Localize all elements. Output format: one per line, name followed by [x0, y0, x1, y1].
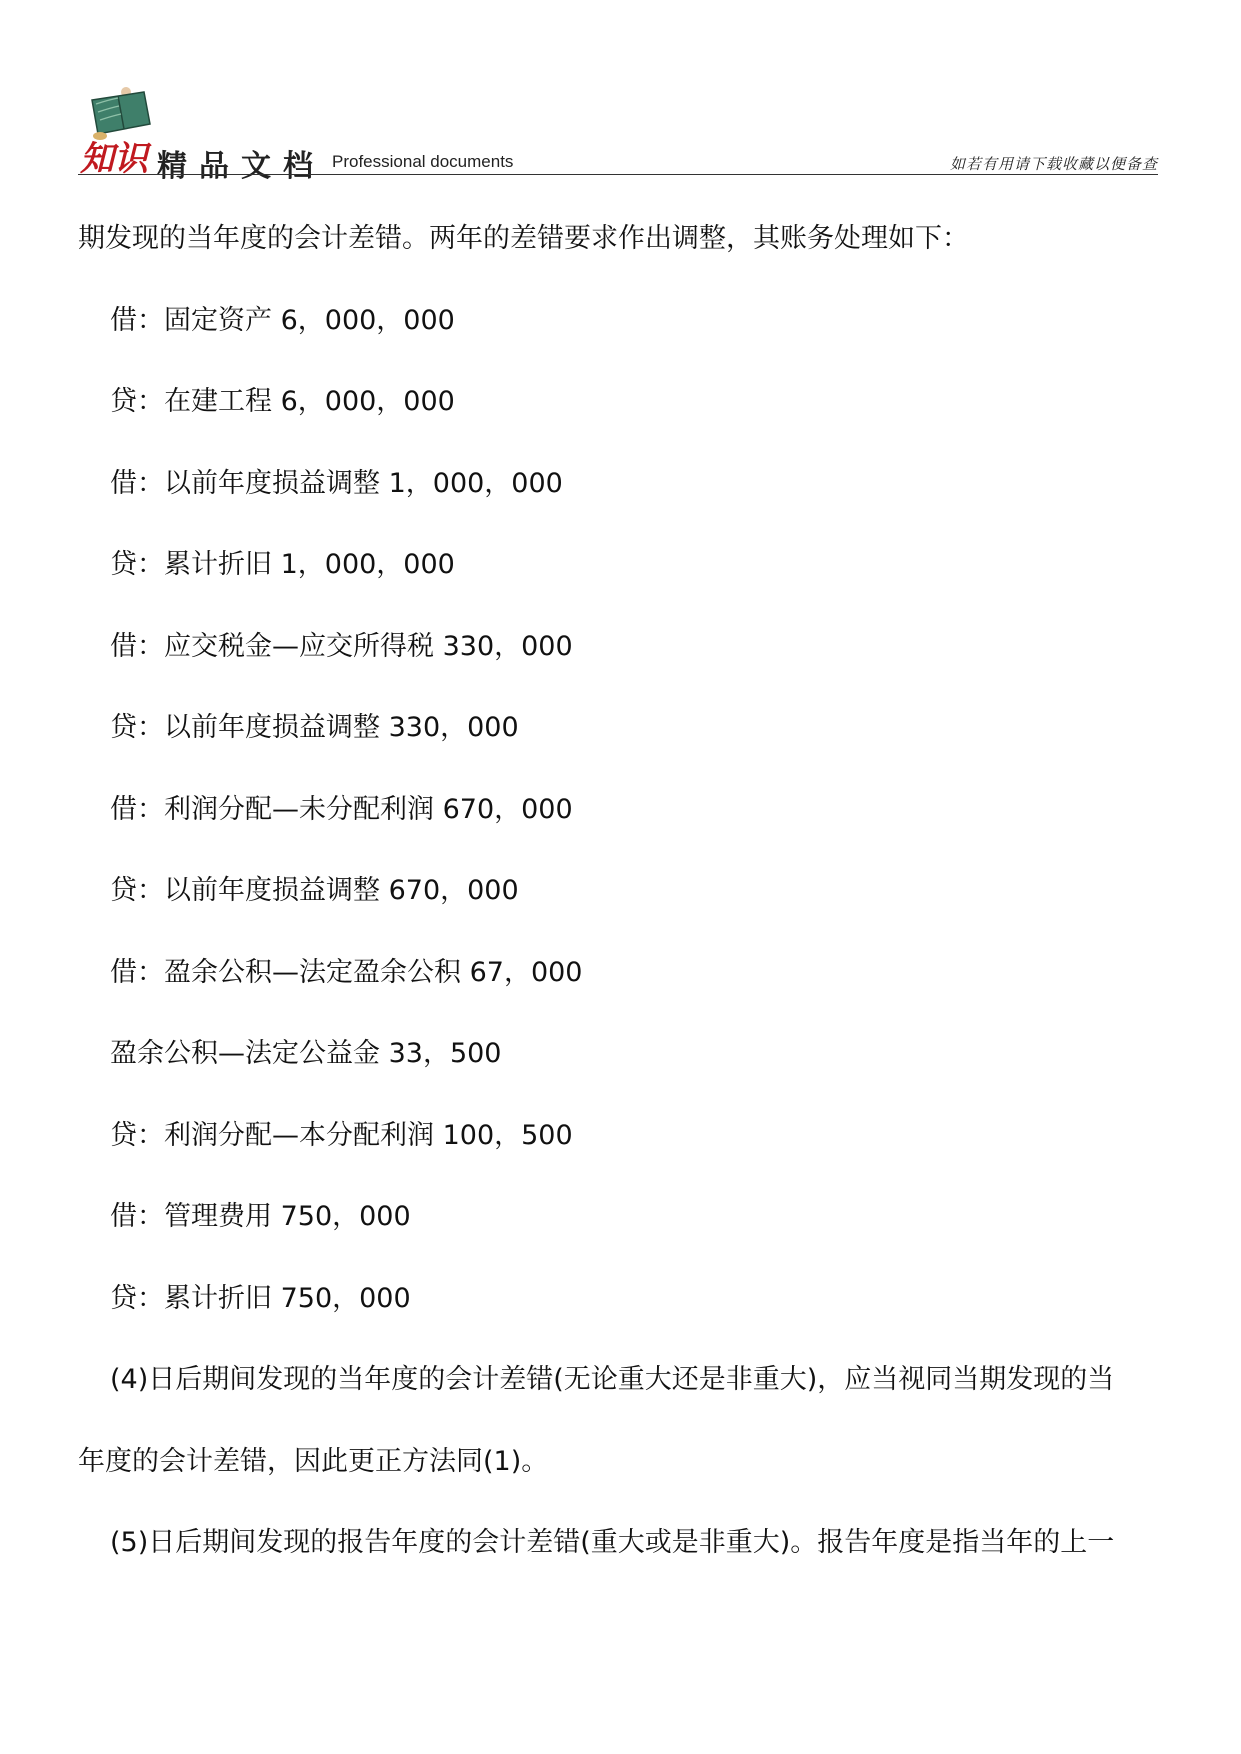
- journal-entry-line: 贷：累计折旧 750，000: [110, 1282, 411, 1314]
- paragraph-line: 期发现的当年度的会计差错。两年的差错要求作出调整，其账务处理如下：: [78, 223, 969, 254]
- page-header: [78, 86, 1158, 184]
- journal-entry-line: 借：应交税金—应交所得税 330，000: [110, 630, 573, 662]
- journal-entry-line: 贷：以前年度损益调整 670，000: [110, 875, 519, 906]
- journal-entry-line: 贷：在建工程 6，000，000: [110, 386, 455, 417]
- journal-entry-line: 借：固定资产 6，000，000: [110, 304, 455, 336]
- journal-entry-line: 借：利润分配—未分配利润 670，000: [110, 793, 573, 825]
- document-body: [78, 198, 1188, 1584]
- journal-entry-line: 借：管理费用 750，000: [110, 1201, 411, 1232]
- paragraph-line: (4)日后期间发现的当年度的会计差错(无论重大还是非重大)，应当视同当期发现的当: [110, 1364, 1115, 1395]
- brand-english-text: Professional documents: [332, 152, 514, 171]
- header-divider: [78, 174, 1158, 175]
- svg-text:知识: 知识: [80, 139, 148, 176]
- journal-entry-line: 贷：以前年度损益调整 330，000: [110, 712, 519, 743]
- header-note: 如若有用请下载收藏以便备查: [949, 155, 1158, 173]
- paragraph-line: (5)日后期间发现的报告年度的会计差错(重大或是非重大)。报告年度是指当年的上一: [110, 1527, 1115, 1558]
- paragraph-line: 年度的会计差错，因此更正方法同(1)。: [78, 1445, 549, 1477]
- logo-icon: [78, 86, 158, 176]
- brand-text: 精品文档: [157, 149, 325, 184]
- journal-entry-line: 贷：利润分配—本分配利润 100，500: [110, 1119, 573, 1151]
- journal-entry-line: 盈余公积—法定公益金 33，500: [110, 1038, 502, 1069]
- journal-entry-line: 贷：累计折旧 1，000，000: [110, 549, 455, 580]
- journal-entry-line: 借：盈余公积—法定盈余公积 67，000: [110, 956, 583, 988]
- journal-entry-line: 借：以前年度损益调整 1，000，000: [110, 467, 563, 499]
